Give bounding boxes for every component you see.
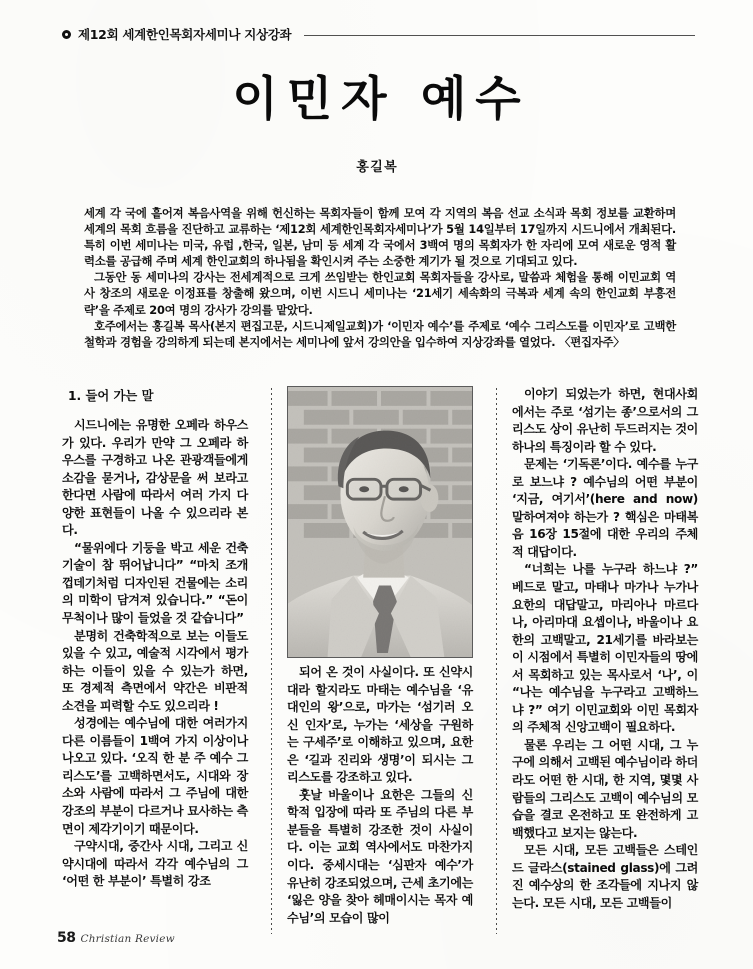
body-column-2	[287, 386, 473, 938]
page-number: 58	[57, 930, 76, 946]
paragraph: 문제는 ‘기독론’이다. 예수를 누구로 보느냐 ? 예수님의 어떤 부분이 ‘지금, 여기서’(here and now) 말하여져야 하는가 ? 핵심은 마태복음 16장 15절에 대한 우리의 주체적 대답이다.	[512, 457, 698, 559]
page-folio	[57, 930, 175, 946]
paragraph: 이야기 되었는가 하면, 현대사회에서는 주로 ‘섬기는 종’으로서의 그리스도 상이 유난히 두드러지는 것이 하나의 특징이라 할 수 있다.	[512, 387, 698, 454]
body-column-1	[62, 386, 248, 938]
paragraph: 구약시대, 중간사 시대, 그리고 신약시대에 따라서 각각 예수님의 그 ‘어떤 한 부분이’ 특별히 강조	[62, 839, 248, 889]
editor-lead-note	[84, 205, 676, 350]
publication-name: Christian Review	[80, 933, 175, 945]
author-portrait-photo	[287, 386, 473, 658]
paragraph: 물론 우리는 그 어떤 시대, 그 누구에 의해서 고백된 예수님이라 하더라도 어떤 한 시대, 한 지역, 몇몇 사람들의 그리스도 고백이 예수님의 모습을 결코 온전하고 또 완전하게 고백했다고 보지는 않는다.	[512, 737, 698, 840]
paragraph: 성경에는 예수님에 대한 여러가지 다른 이름들이 1백여 가지 이상이나 나오고 있다. ‘오직 한 분 주 예수 그리스도’를 고백하면서도, 시대와 장소와 사람에 따라서 그 주님에 대한 강조의 부분이 다르거나 묘사하는 측면이 제각기이기 때문이다.	[62, 716, 248, 836]
paragraph: 되어 온 것이 사실이다. 또 신약시대라 할지라도 마태는 예수님을 ‘유대인의 왕’으로, 마가는 ‘섬기러 오신 인자’로, 누가는 ‘세상을 구원하는 구세주’로 이해하고 있으며, 요한은 ‘길과 진리와 생명’이 되시는 그리스도를 강조하고 있다.	[287, 665, 473, 785]
article-title: 이민자 예수	[232, 72, 530, 127]
paragraph: “너희는 나를 누구라 하느냐 ?” 베드로 말고, 마태나 마가나 누가나 요한의 대답말고, 마리아나 마르다나, 아리마대 요셉이나, 바울이나 요한의 고백말고, 21세기를 바라보는 이 시점에서 특별히 이민자들의 땅에서 목회하고 있는 목사로서 ‘나’, 이 “나는 예수님을 누구라고 고백하느냐 ?” 여기 이민교회와 이민 목회자의 주체적 신앙고백이 필요하다.	[512, 562, 698, 735]
running-head-text: 제12회 세계한인목회자세미나 지상강좌	[78, 27, 292, 42]
lead-paragraph: 그동안 동 세미나의 강사는 전세계적으로 크게 쓰임받는 한인교회 목회자들을 강사로, 말씀과 체험을 통해 이민교회 역사 창조의 새로운 이정표를 창출해 왔으며, 이번 시드니 세미나는 ‘21세기 세속화의 극복과 세계 속의 한인교회 부흥전략’을 주제로 20여 명의 강사가 강의를 맡았다.	[84, 270, 676, 317]
paragraph: 훗날 바울이나 요한은 그들의 신학적 입장에 따라 또 주님의 다른 부분들을 특별히 강조한 것이 사실이다. 이는 교회 역사에서도 마찬가지이다. 중세시대는 ‘심판자 예수’가 유난히 강조되었으며, 근세 초기에는 ‘잃은 양을 찾아 헤매이시는 목자 예수님’의 모습이 많이	[287, 787, 473, 925]
column-1-text	[62, 417, 248, 891]
paragraph: 시드니에는 유명한 오페라 하우스가 있다. 우리가 만약 그 오페라 하우스를 구경하고 나온 관광객들에게 소감을 묻거나, 감상문을 써 보라고 한다면 사람에 따라서 여러 가지 다양한 표현들이 나올 수 있으리라 본다.	[62, 418, 248, 538]
column-divider	[271, 388, 272, 934]
column-3-text	[512, 386, 698, 912]
running-head-rule	[304, 35, 695, 36]
paragraph: “물위에다 기둥을 박고 세운 건축기술이 참 뛰어납니다” “마치 조개 껍데기처럼 디자인된 건물에는 소리의 미학이 담겨져 있습니다.” “돈이 무척이나 많이 들었을 것 같습니다”	[62, 540, 248, 626]
column-2-text	[287, 664, 473, 927]
lead-paragraph: 호주에서는 홍길복 목사(본지 편집고문, 시드니제일교회)가 ‘이민자 예수’를 주제로 ‘예수 그리스도를 이민자’로 고백한 철학과 경험을 강의하게 되는데 본지에서는 세미나에 앞서 강의안을 입수하여 지상강좌를 열었다. 〈편집자주〉	[84, 318, 676, 349]
body-column-3	[512, 386, 698, 938]
body-columns	[62, 386, 698, 938]
bullet-icon	[62, 30, 71, 39]
lead-paragraph: 세계 각 국에 흩어져 복음사역을 위해 헌신하는 목회자들이 함께 모여 각 지역의 복음 선교 소식과 목회 정보를 교환하며 세계의 목회 흐름을 진단하고 교류하는 ‘제12회 세계한인목회자세미나’가 5월 14일부터 17일까지 시드니에서 개최된다. 특히 이번 세미나는 미국, 유럽 ,한국, 일본, 남미 등 세계 각 국에서 3백여 명의 목회자가 한 자리에 모여 새로운 영적 활력소를 공급해 주며 세계 한인교회의 하나됨을 확인시켜 주는 소중한 계기가 될 것으로 기대되고 있다.	[84, 206, 676, 269]
column-divider	[496, 388, 497, 934]
running-head	[62, 25, 695, 43]
article-byline: 홍길복	[356, 160, 399, 175]
paragraph: 모든 시대, 모든 고백들은 스테인드 글라스(stained glass)에 그려진 예수상의 한 조각들에 지나지 않는다. 모든 시대, 모든 고백들이	[512, 843, 698, 910]
paragraph: 분명히 건축학적으로 보는 이들도 있을 수 있고, 예술적 시각에서 평가하는 이들이 있을 수 있는가 하면, 또 경제적 측면에서 약간은 비판적 소견을 피력할 수도 있으리라 !	[62, 628, 248, 713]
section-heading: 1. 들어 가는 말	[68, 389, 154, 403]
